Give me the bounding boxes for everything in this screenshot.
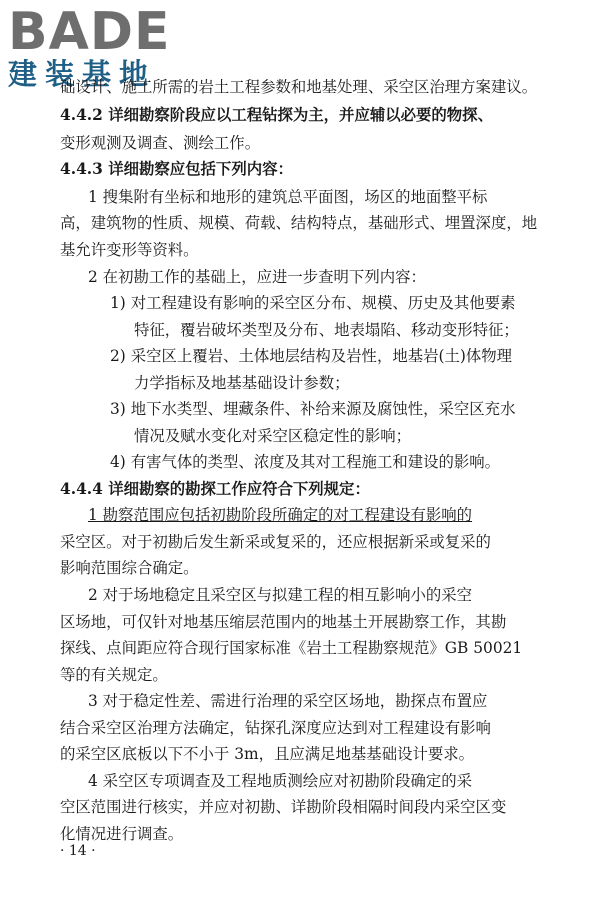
text-line: 结合采空区治理方法确定，钻探孔深度应达到对工程建设有影响 xyxy=(60,719,491,737)
clause-4-4-4: 4.4.4 详细勘察的勘探工作应符合下列规定： xyxy=(60,480,370,498)
text-line: 情况及赋水变化对采空区稳定性的影响； xyxy=(134,427,412,445)
item-3: 3 对于稳定性差、需进行治理的采空区场地，勘探点布置应 xyxy=(88,692,488,710)
page-number: · 14 · xyxy=(60,843,96,859)
item-1: 1 勘察范围应包括初勘阶段所确定的对工程建设有影响的 xyxy=(88,506,473,524)
logo-brand: BADE xyxy=(8,2,171,62)
sub-item-4: 4) 有害气体的类型、浓度及其对工程施工和建设的影响。 xyxy=(110,453,501,471)
text-line: 的采空区底板以下不小于 3m，且应满足地基基础设计要求。 xyxy=(60,745,475,763)
item-4: 4 采空区专项调查及工程地质测绘应对初勘阶段确定的采 xyxy=(88,772,473,790)
clause-4-4-2: 4.4.2 详细勘察阶段应以工程钻探为主，并应辅以必要的物探、 xyxy=(60,106,493,124)
logo-subtitle: 建装基地 xyxy=(8,57,157,91)
sub-item-2: 2) 采空区上覆岩、土体地层结构及岩性，地基岩(土)体物理 xyxy=(110,347,513,365)
text-line: 础设计、施工所需的岩土工程参数和地基处理、采空区治理方案建议。 xyxy=(60,78,538,96)
text-line: 采空区。对于初勘后发生新采或复采的，还应根据新采或复采的 xyxy=(60,533,491,551)
text-line: 特征，覆岩破坏类型及分布、地表塌陷、移动变形特征； xyxy=(134,321,519,339)
text-line: 探线、点间距应符合现行国家标准《岩土工程勘察规范》GB 50021 xyxy=(60,639,523,657)
clause-4-4-3: 4.4.3 详细勘察应包括下列内容： xyxy=(60,160,293,178)
text-line: 影响范围综合确定。 xyxy=(60,559,199,577)
item-2: 2 对于场地稳定且采空区与拟建工程的相互影响小的采空 xyxy=(88,586,473,604)
text-line: 区场地，可仅针对地基压缩层范围内的地基土开展勘察工作，其勘 xyxy=(60,613,507,631)
item-1: 1 搜集附有坐标和地形的建筑总平面图，场区的地面整平标 xyxy=(88,188,488,206)
text-line: 等的有关规定。 xyxy=(60,666,168,684)
sub-item-1: 1) 对工程建设有影响的采空区分布、规模、历史及其他要素 xyxy=(110,294,516,312)
text-line: 基允许变形等资料。 xyxy=(60,241,199,259)
text-line: 变形观测及调查、测绘工作。 xyxy=(60,134,261,152)
text-line: 化情况进行调查。 xyxy=(60,825,184,843)
text-line: 力学指标及地基基础设计参数； xyxy=(134,374,350,392)
text-line: 空区范围进行核实，并应对初勘、详勘阶段相隔时间段内采空区变 xyxy=(60,798,507,816)
sub-item-3: 3) 地下水类型、埋藏条件、补给来源及腐蚀性，采空区充水 xyxy=(110,400,516,418)
text-line: 高，建筑物的性质、规模、荷载、结构特点，基础形式、埋置深度，地 xyxy=(60,214,538,232)
item-2: 2 在初勘工作的基础上，应进一步查明下列内容： xyxy=(88,268,426,286)
